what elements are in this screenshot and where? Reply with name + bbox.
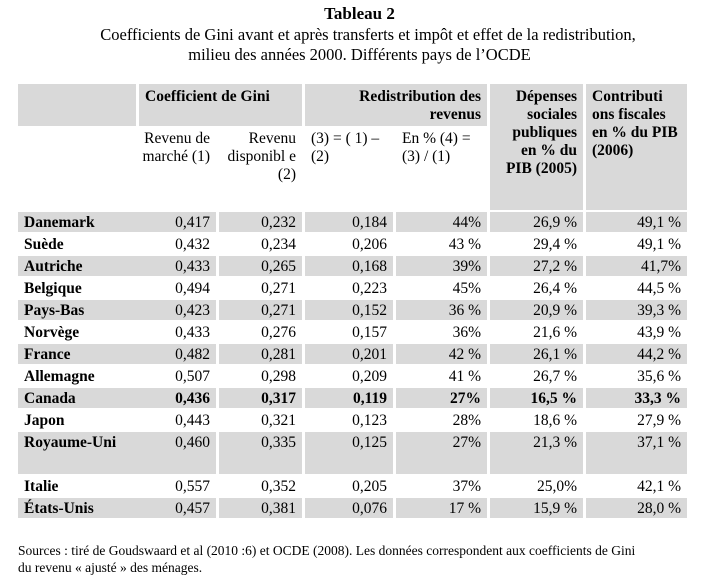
cell-depenses: 29,4 % — [487, 232, 583, 254]
cell-contributions: 37,1 % — [583, 430, 687, 474]
header-revenu-disponible: Revenu disponibl e (2) — [216, 126, 302, 210]
header-corner — [18, 84, 136, 126]
cell-country: Suède — [18, 232, 136, 254]
cell-diff: 0,168 — [302, 254, 393, 276]
cell-revenu-marche: 0,432 — [136, 232, 216, 254]
cell-revenu-marche: 0,482 — [136, 342, 216, 364]
cell-diff: 0,209 — [302, 364, 393, 386]
cell-country: États-Unis — [18, 496, 136, 518]
cell-contributions: 44,2 % — [583, 342, 687, 364]
cell-contributions: 27,9 % — [583, 408, 687, 430]
cell-diff: 0,119 — [302, 386, 393, 408]
cell-contributions: 41,7% — [583, 254, 687, 276]
cell-diff: 0,157 — [302, 320, 393, 342]
table-row — [18, 408, 687, 430]
cell-diff: 0,152 — [302, 298, 393, 320]
header-depenses: Dépenses sociales publiques en % du PIB (2005) — [487, 84, 583, 210]
cell-pct: 27% — [393, 386, 487, 408]
sources-line1: Sources : tiré de Goudswaard et al (2010 :6) et OCDE (2008). Les données correspondent aux coefficients de Gini — [18, 543, 636, 558]
cell-country: Norvège — [18, 320, 136, 342]
header-diff: (3) = ( 1) – (2) — [302, 126, 393, 210]
cell-country: Japon — [18, 408, 136, 430]
cell-revenu-marche: 0,460 — [136, 430, 216, 474]
cell-depenses: 20,9 % — [487, 298, 583, 320]
cell-country: Belgique — [18, 276, 136, 298]
cell-revenu-marche: 0,436 — [136, 386, 216, 408]
cell-diff: 0,125 — [302, 430, 393, 474]
cell-country: Royaume-Uni — [18, 430, 136, 474]
cell-revenu-disponible: 0,232 — [216, 210, 302, 232]
header-revenu-marche: Revenu de marché (1) — [142, 130, 210, 165]
cell-revenu-marche: 0,433 — [136, 320, 216, 342]
header-blank — [18, 126, 136, 210]
cell-depenses: 26,9 % — [487, 210, 583, 232]
cell-revenu-disponible: 0,381 — [216, 496, 302, 518]
cell-revenu-disponible: 0,335 — [216, 430, 302, 474]
cell-diff: 0,123 — [302, 408, 393, 430]
cell-contributions: 28,0 % — [583, 496, 687, 518]
cell-revenu-disponible: 0,265 — [216, 254, 302, 276]
cell-contributions: 33,3 % — [583, 386, 687, 408]
cell-country: Autriche — [18, 254, 136, 276]
table-row — [18, 210, 687, 232]
cell-depenses: 27,2 % — [487, 254, 583, 276]
cell-revenu-disponible: 0,281 — [216, 342, 302, 364]
cell-revenu-disponible: 0,352 — [216, 474, 302, 496]
cell-diff: 0,223 — [302, 276, 393, 298]
cell-diff: 0,205 — [302, 474, 393, 496]
header-contributions: Contributi ons fiscales en % du PIB (2006) — [583, 84, 687, 210]
cell-diff: 0,206 — [302, 232, 393, 254]
cell-pct: 39% — [393, 254, 487, 276]
cell-revenu-disponible: 0,276 — [216, 320, 302, 342]
table-title: Tableau 2 — [324, 4, 395, 23]
cell-depenses: 16,5 % — [487, 386, 583, 408]
cell-pct: 41 % — [393, 364, 487, 386]
gini-table — [18, 84, 687, 518]
cell-revenu-marche: 0,457 — [136, 496, 216, 518]
header-redistribution: Redistribution des revenus — [302, 84, 487, 126]
cell-revenu-disponible: 0,271 — [216, 276, 302, 298]
cell-revenu-marche: 0,557 — [136, 474, 216, 496]
table-row — [18, 386, 687, 408]
cell-revenu-disponible: 0,271 — [216, 298, 302, 320]
cell-revenu-disponible: 0,317 — [216, 386, 302, 408]
cell-revenu-disponible: 0,321 — [216, 408, 302, 430]
cell-contributions: 44,5 % — [583, 276, 687, 298]
table-subtitle-line1: Coefficients de Gini avant et après transferts et impôt et effet de la redistribution, — [100, 25, 636, 44]
cell-pct: 44% — [393, 210, 487, 232]
cell-pct: 27% — [393, 430, 487, 474]
cell-depenses: 26,7 % — [487, 364, 583, 386]
cell-pct: 43 % — [393, 232, 487, 254]
cell-diff: 0,201 — [302, 342, 393, 364]
table-row — [18, 320, 687, 342]
cell-depenses: 26,4 % — [487, 276, 583, 298]
cell-revenu-disponible: 0,234 — [216, 232, 302, 254]
cell-country: Canada — [18, 386, 136, 408]
cell-pct: 45% — [393, 276, 487, 298]
cell-revenu-marche: 0,423 — [136, 298, 216, 320]
table-row — [18, 474, 687, 496]
cell-country: France — [18, 342, 136, 364]
cell-diff: 0,076 — [302, 496, 393, 518]
cell-pct: 17 % — [393, 496, 487, 518]
header-gini: Coefficient de Gini — [136, 84, 302, 126]
cell-depenses: 25,0% — [487, 474, 583, 496]
cell-depenses: 21,6 % — [487, 320, 583, 342]
cell-depenses: 18,6 % — [487, 408, 583, 430]
sources-note — [18, 542, 718, 576]
cell-pct: 36 % — [393, 298, 487, 320]
cell-pct: 37% — [393, 474, 487, 496]
table-row — [18, 232, 687, 254]
cell-depenses: 15,9 % — [487, 496, 583, 518]
cell-revenu-marche: 0,443 — [136, 408, 216, 430]
cell-country: Danemark — [18, 210, 136, 232]
cell-contributions: 43,9 % — [583, 320, 687, 342]
cell-contributions: 49,1 % — [583, 210, 687, 232]
cell-contributions: 39,3 % — [583, 298, 687, 320]
cell-revenu-disponible: 0,298 — [216, 364, 302, 386]
cell-contributions: 49,1 % — [583, 232, 687, 254]
cell-country: Allemagne — [18, 364, 136, 386]
cell-depenses: 21,3 % — [487, 430, 583, 474]
cell-depenses: 26,1 % — [487, 342, 583, 364]
cell-revenu-marche: 0,507 — [136, 364, 216, 386]
cell-revenu-marche: 0,417 — [136, 210, 216, 232]
table-row — [18, 342, 687, 364]
cell-country: Italie — [18, 474, 136, 496]
table-subtitle-line2: milieu des années 2000. Différents pays de l’OCDE — [188, 45, 531, 64]
table-body — [18, 210, 687, 518]
header-pct: En % (4) = (3) / (1) — [393, 126, 487, 210]
table-row — [18, 496, 687, 518]
cell-diff: 0,184 — [302, 210, 393, 232]
table-row — [18, 364, 687, 386]
cell-pct: 36% — [393, 320, 487, 342]
table-row — [18, 254, 687, 276]
table-row — [18, 276, 687, 298]
cell-contributions: 42,1 % — [583, 474, 687, 496]
cell-contributions: 35,6 % — [583, 364, 687, 386]
cell-country: Pays-Bas — [18, 298, 136, 320]
cell-pct: 42 % — [393, 342, 487, 364]
sources-line2: du revenu « ajusté » des ménages. — [18, 560, 203, 575]
table-row — [18, 298, 687, 320]
cell-revenu-marche: 0,494 — [136, 276, 216, 298]
cell-pct: 28% — [393, 408, 487, 430]
cell-revenu-marche: 0,433 — [136, 254, 216, 276]
table-row — [18, 430, 687, 474]
